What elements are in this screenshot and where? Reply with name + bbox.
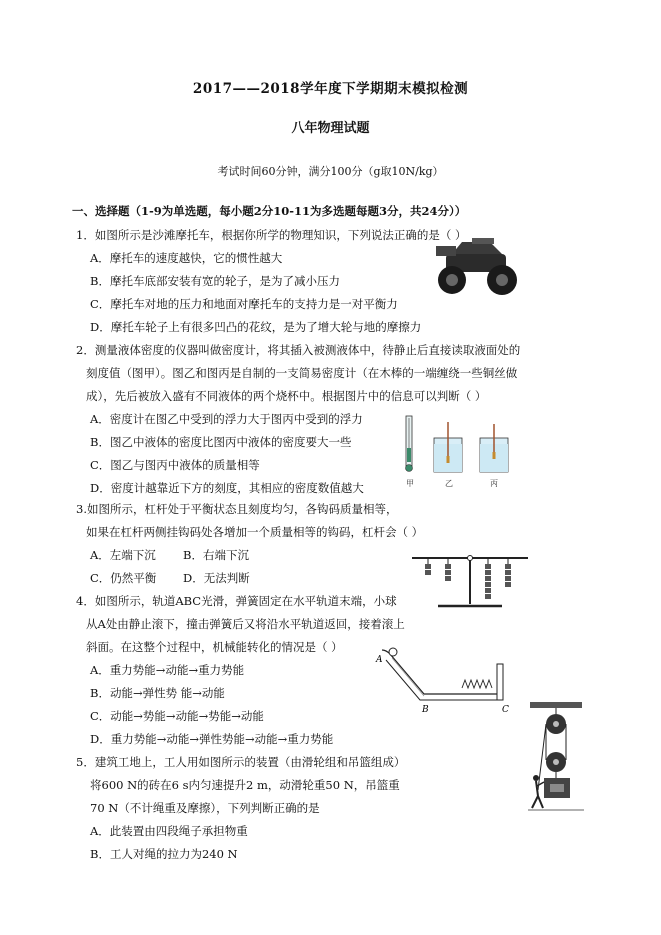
track-label-c: C bbox=[502, 705, 509, 714]
q1-option-b: B．摩托车底部安装有宽的轮子，是为了减小压力 bbox=[90, 274, 340, 288]
q2-stem-line3: 成），先后被放入盛有不同液体的两个烧杯中。根据图片中的信息可以判断（ ） bbox=[86, 389, 487, 403]
q3-option-d: D．无法判断 bbox=[183, 571, 250, 585]
track-label-b: B bbox=[422, 705, 429, 714]
q4-stem-line1: 4．如图所示，轨道ABC光滑，弹簧固定在水平轨道末端，小球 bbox=[76, 594, 397, 608]
q3-option-b: B．右端下沉 bbox=[183, 548, 249, 562]
exam-subtitle: 八年物理试题 bbox=[291, 121, 370, 136]
q2-stem-line2: 刻度值（图甲）。图乙和图丙是自制的一支简易密度计（在木棒的一端缠绕一些铜丝做 bbox=[86, 366, 518, 380]
q4-option-d: D．重力势能→动能→弹性势能→动能→重力势能 bbox=[90, 732, 334, 746]
q3-stem-line1: 3.如图所示，杠杆处于平衡状态且刻度均匀，各钩码质量相等， bbox=[76, 502, 398, 516]
q5-option-a: A．此装置由四段绳子承担物重 bbox=[90, 824, 248, 838]
fig-label-jia: 甲 bbox=[406, 479, 414, 488]
lever-figure bbox=[408, 548, 532, 610]
exam-title: 2017——2018学年度下学期期末模拟检测 bbox=[192, 81, 469, 97]
q5-stem-line3: 70 N（不计绳重及摩擦），下列判断正确的是 bbox=[90, 801, 320, 815]
q2-stem-line1: 2．测量液体密度的仪器叫做密度计，将其插入被测液体中，待静止后直接读取液面处的 bbox=[76, 343, 521, 357]
fig-label-yi: 乙 bbox=[445, 479, 453, 488]
q5-stem-line1: 5．建筑工地上，工人用如图所示的装置（由滑轮组和吊篮组成） bbox=[76, 755, 406, 769]
q3-option-c: C．仍然平衡 bbox=[90, 571, 157, 585]
q4-option-c: C．动能→势能→动能→势能→动能 bbox=[90, 709, 264, 723]
q2-option-b: B．图乙中液体的密度比图丙中液体的密度要大一些 bbox=[90, 435, 352, 449]
hydrometer-figure bbox=[400, 414, 520, 490]
q4-option-b: B．动能→弹性势 能→动能 bbox=[90, 686, 225, 700]
q2-option-c: C．图乙与图丙中液体的质量相等 bbox=[90, 458, 260, 472]
q1-option-a: A．摩托车的速度越快，它的惯性越大 bbox=[90, 251, 283, 265]
q2-option-a: A．密度计在图乙中受到的浮力大于图丙中受到的浮力 bbox=[90, 412, 363, 426]
section-heading: 一、选择题（1-9为单选题，每小题2分10-11为多选题每题3分，共24分）） bbox=[72, 204, 467, 218]
q1-option-c: C．摩托车对地的压力和地面对摩托车的支持力是一对平衡力 bbox=[90, 297, 398, 311]
track-spring-figure bbox=[372, 644, 522, 714]
track-label-a: A bbox=[376, 655, 383, 665]
q3-option-a: A．左端下沉 bbox=[90, 548, 156, 562]
q4-option-a: A．重力势能→动能→重力势能 bbox=[90, 663, 245, 677]
q2-option-d: D．密度计越靠近下方的刻度，其相应的密度数值越大 bbox=[90, 481, 364, 495]
q5-stem-line2: 将600 N的砖在6 s内匀速提升2 m，动滑轮重50 N，吊篮重 bbox=[90, 778, 400, 792]
q1-option-d: D．摩托车轮子上有很多凹凸的花纹，是为了增大轮与地的摩擦力 bbox=[90, 320, 422, 334]
q3-stem-line2: 如果在杠杆两侧挂钩码处各增加一个质量相等的钩码，杠杆会（ ） bbox=[86, 525, 424, 539]
atv-image bbox=[432, 236, 522, 298]
q4-stem-line2: 从A处由静止滚下，撞击弹簧后又将沿水平轨道返回，接着滚上 bbox=[86, 617, 405, 631]
q1-stem: 1．如图所示是沙滩摩托车，根据你所学的物理知识，下列说法正确的是（ ） bbox=[76, 228, 467, 242]
pulley-figure bbox=[526, 700, 586, 818]
q4-stem-line3: 斜面。在这整个过程中，机械能转化的情况是（ ） bbox=[86, 640, 343, 654]
q5-option-b: B．工人对绳的拉力为240 N bbox=[90, 847, 238, 861]
exam-info: 考试时间60分钟，满分100分（g取10N/kg） bbox=[217, 165, 444, 178]
fig-label-bing: 丙 bbox=[490, 479, 498, 488]
